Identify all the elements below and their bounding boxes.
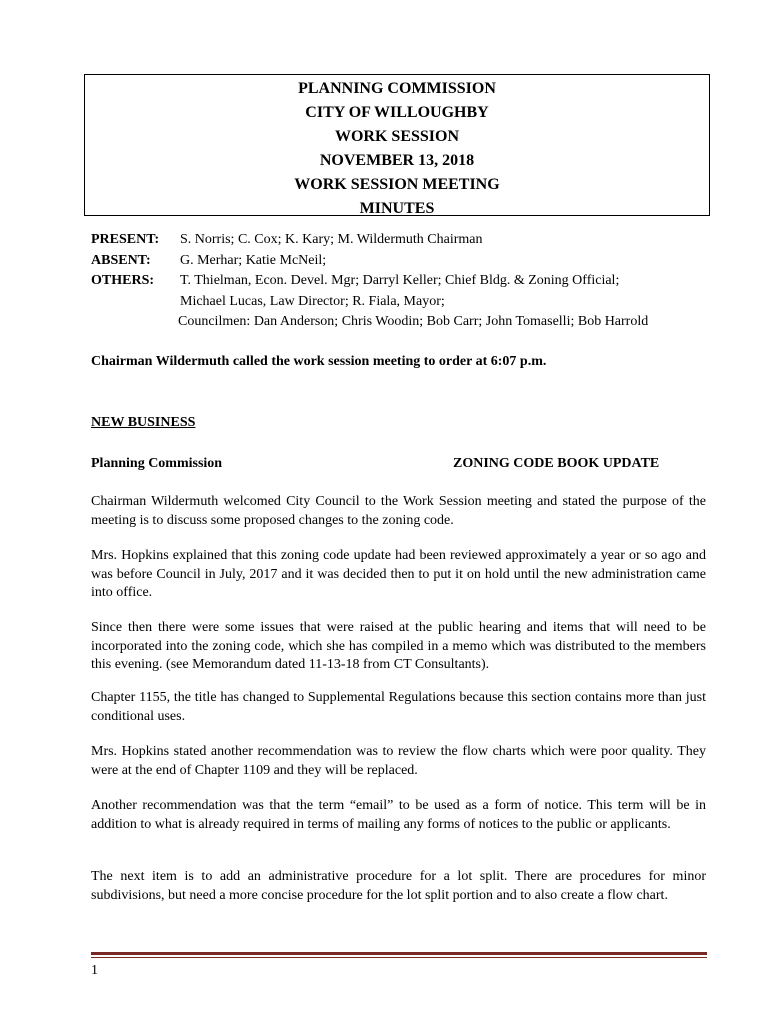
absent-label: ABSENT:	[91, 252, 151, 268]
new-business-heading: NEW BUSINESS	[91, 415, 196, 430]
title-line-minutes: MINUTES	[359, 200, 435, 217]
minutes-paragraph: Mrs. Hopkins stated another recommendation was to review the flow charts which were poor quality. They were at the end of Chapter 1109 and they will be replaced.	[91, 744, 706, 778]
minutes-paragraph: Chapter 1155, the title has changed to Supplemental Regulations because this section contains more than just conditional uses.	[91, 690, 706, 724]
minutes-paragraph: The next item is to add an administrative procedure for a lot split. There are procedures for minor subdivisions, but need a more concise procedure for the lot split portion and to also create a flow chart.	[91, 869, 706, 903]
title-line-meeting: WORK SESSION MEETING	[294, 176, 500, 193]
title-line-date: NOVEMBER 13, 2018	[319, 152, 475, 169]
title-line-work-session: WORK SESSION	[334, 128, 460, 145]
minutes-paragraph: Since then there were some issues that were raised at the public hearing and items that will need to be incorporated into the zoning code, which she has compiled in a memo which was distributed to the members this evening. (see Memorandum dated 11-13-18 from CT Consultants).	[91, 620, 706, 672]
section-topic-label: ZONING CODE BOOK UPDATE	[453, 456, 660, 471]
section-body-label: Planning Commission	[91, 456, 223, 471]
footer-rule-thick	[91, 952, 707, 955]
minutes-paragraph: Mrs. Hopkins explained that this zoning code update had been reviewed approximately a year or so ago and was before Council in July, 2017 and it was decided then to put it on hold until the new administration came into office.	[91, 548, 706, 600]
minutes-paragraph: Chairman Wildermuth welcomed City Council to the Work Session meeting and stated the purpose of the meeting is to discuss some proposed changes to the zoning code.	[91, 494, 706, 528]
title-line-city: CITY OF WILLOUGHBY	[305, 104, 489, 121]
title-line-commission: PLANNING COMMISSION	[298, 80, 496, 97]
document-title-box	[84, 74, 710, 216]
present-value: S. Norris; C. Cox; K. Kary; M. Wildermuth Chairman	[180, 232, 483, 247]
others-label: OTHERS:	[91, 273, 155, 288]
page-number: 1	[91, 963, 98, 978]
absent-value: G. Merhar; Katie McNeil;	[180, 252, 327, 268]
others-line: T. Thielman, Econ. Devel. Mgr; Darryl Keller; Chief Bldg. & Zoning Official;	[180, 273, 620, 288]
minutes-paragraph: Another recommendation was that the term “email” to be used as a form of notice. This term will be in addition to what is already required in terms of mailing any forms of notices to the public or applicants.	[91, 798, 706, 832]
others-line: Councilmen: Dan Anderson; Chris Woodin; Bob Carr; John Tomaselli; Bob Harrold	[178, 314, 649, 329]
others-line: Michael Lucas, Law Director; R. Fiala, Mayor;	[180, 293, 445, 309]
footer-rule-thin	[91, 957, 707, 958]
call-to-order-statement: Chairman Wildermuth called the work session meeting to order at 6:07 p.m.	[91, 354, 547, 369]
present-label: PRESENT:	[91, 232, 160, 247]
